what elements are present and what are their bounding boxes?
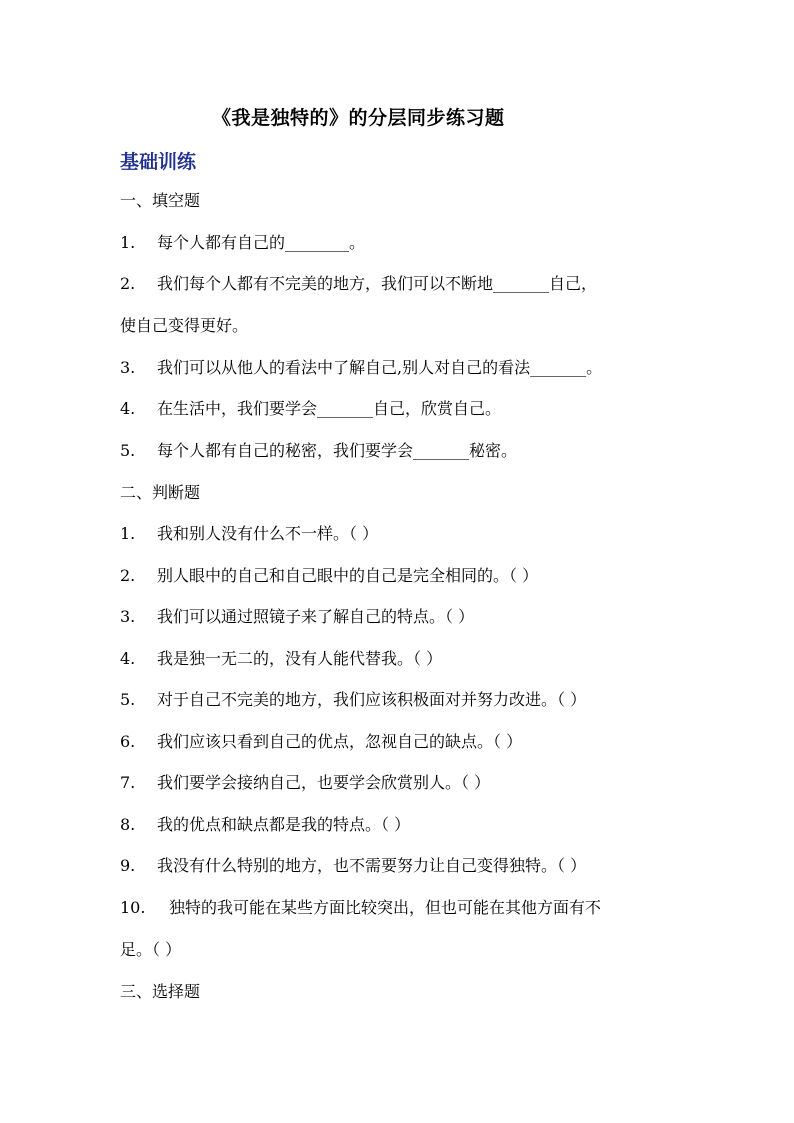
question-text: 我和别人没有什么不一样。（ ） xyxy=(157,524,379,543)
question-number: 5. xyxy=(120,690,136,709)
true-false-question-2 xyxy=(120,566,538,586)
true-false-question-10-continuation: 足。（ ） xyxy=(120,940,182,959)
question-text: 我们可以从他人的看法中了解自己,别人对自己的看法_______。 xyxy=(157,358,603,377)
fill-blank-question-5 xyxy=(120,441,517,461)
question-number: 9. xyxy=(120,856,136,875)
question-text: 对于自己不完美的地方，我们应该积极面对并努力改进。（ ） xyxy=(157,690,587,709)
question-text: 我是独一无二的，没有人能代替我。（ ） xyxy=(157,649,443,668)
fill-blank-question-2-continuation: 使自己变得更好。 xyxy=(120,316,249,335)
question-text: 我没有什么特别的地方，也不需要努力让自己变得独特。（ ） xyxy=(157,856,587,875)
true-false-question-1 xyxy=(120,524,378,544)
true-false-question-9 xyxy=(120,856,586,876)
question-number: 2. xyxy=(120,274,136,293)
fill-blank-heading: 一、填空题 xyxy=(120,191,201,210)
fill-blank-question-3 xyxy=(120,358,602,378)
question-number: 10. xyxy=(120,898,146,917)
document-title: 《我是独特的》的分层同步练习题 xyxy=(212,107,505,129)
question-text: 我们每个人都有不完美的地方，我们可以不断地_______自己， xyxy=(157,274,598,293)
question-number: 3. xyxy=(120,607,136,626)
question-number: 8. xyxy=(120,815,136,834)
question-text: 独特的我可能在某些方面比较突出，但也可能在其他方面有不 xyxy=(169,898,602,917)
fill-blank-question-4 xyxy=(120,399,501,419)
question-number: 7. xyxy=(120,773,136,792)
question-number: 5. xyxy=(120,441,136,460)
true-false-question-5 xyxy=(120,690,586,710)
question-text: 我们可以通过照镜子来了解自己的特点。（ ） xyxy=(157,607,475,626)
question-text: 我们要学会接纳自己，也要学会欣赏别人。（ ） xyxy=(157,773,491,792)
true-false-question-7 xyxy=(120,773,490,793)
true-false-heading: 二、判断题 xyxy=(120,483,201,502)
true-false-question-6 xyxy=(120,732,522,752)
question-number: 2. xyxy=(120,566,136,585)
fill-blank-question-1 xyxy=(120,233,365,253)
question-number: 1. xyxy=(120,524,136,543)
question-number: 6. xyxy=(120,732,136,751)
choice-heading: 三、选择题 xyxy=(120,982,201,1001)
question-text: 每个人都有自己的秘密，我们要学会_______秘密。 xyxy=(157,441,518,460)
true-false-question-3 xyxy=(120,607,474,627)
question-number: 4. xyxy=(120,399,136,418)
question-text: 别人眼中的自己和自己眼中的自己是完全相同的。（ ） xyxy=(157,566,539,585)
question-text: 在生活中，我们要学会_______自己，欣赏自己。 xyxy=(157,399,502,418)
question-number: 4. xyxy=(120,649,136,668)
fill-blank-question-2 xyxy=(120,274,597,294)
section-heading-basic-training: 基础训练 xyxy=(120,151,197,173)
question-number: 3. xyxy=(120,358,136,377)
true-false-question-8 xyxy=(120,815,410,835)
question-number: 1. xyxy=(120,233,136,252)
true-false-question-4 xyxy=(120,649,442,669)
question-text: 每个人都有自己的________。 xyxy=(157,233,366,252)
true-false-question-10 xyxy=(120,898,601,918)
question-text: 我们应该只看到自己的优点，忽视自己的缺点。（ ） xyxy=(157,732,523,751)
question-text: 我的优点和缺点都是我的特点。（ ） xyxy=(157,815,411,834)
